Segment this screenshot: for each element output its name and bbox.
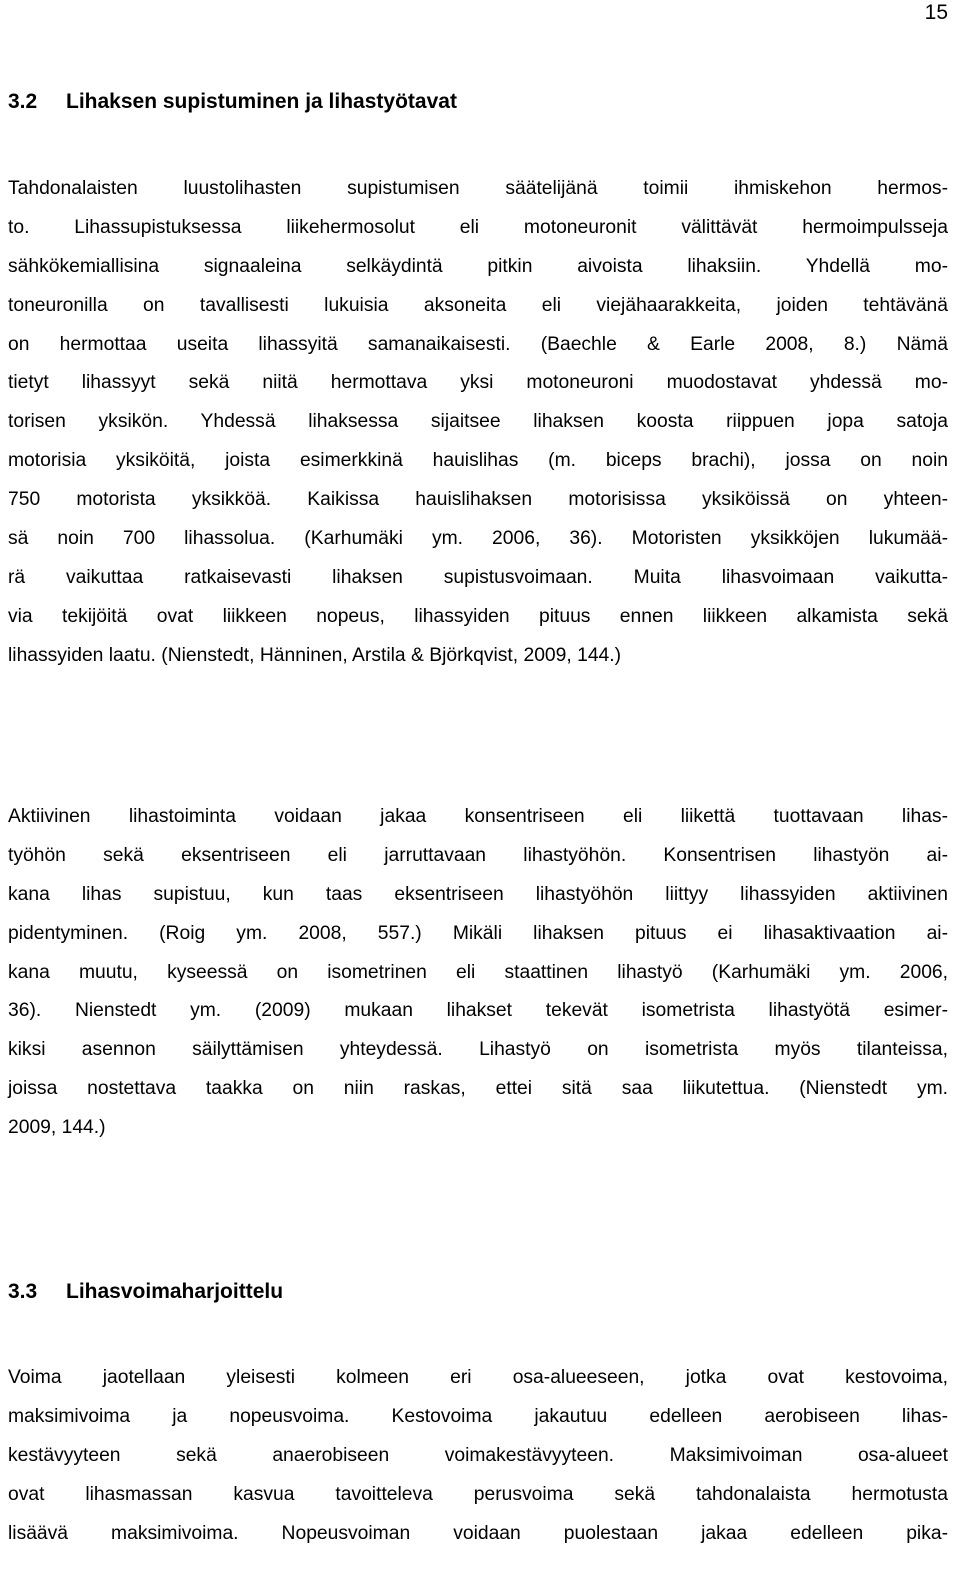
- text-line: kestävyyteen sekä anaerobiseen voimakestävyyteen. Maksimivoiman osa-alueet: [8, 1444, 948, 1466]
- paragraph: [8, 798, 948, 1148]
- section-title: Lihasvoimaharjoittelu: [66, 1280, 284, 1303]
- text-line: tietyt lihassyyt sekä niitä hermottava yksi motoneuroni muodostavat yhdessä mo-: [8, 372, 948, 394]
- text-line: Voima jaotellaan yleisesti kolmeen eri osa-alueeseen, jotka ovat kestovoima,: [8, 1367, 948, 1388]
- text-line: torisen yksikön. Yhdessä lihaksessa sijaitsee lihaksen koosta riippuen jopa satoja: [8, 411, 948, 433]
- text-line: via tekijöitä ovat liikkeen nopeus, lihassyiden pituus ennen liikkeen alkamista sekä: [8, 605, 948, 627]
- text-line: 36). Nienstedt ym. (2009) mukaan lihakset tekevät isometrista lihastyötä esimer-: [8, 1000, 948, 1022]
- text-line: ovat lihasmassan kasvua tavoitteleva perusvoima sekä tahdonalaista hermotusta: [8, 1483, 948, 1505]
- text-line: kiksi asennon säilyttämisen yhteydessä. Lihastyö on isometrista myös tilanteissa,: [8, 1039, 948, 1061]
- paragraph: [8, 170, 948, 676]
- text-line: toneuronilla on tavallisesti lukuisia aksoneita eli viejähaarakkeita, joiden tehtävänä: [8, 294, 948, 316]
- text-line: sähkökemiallisina signaaleina selkäydintä pitkin aivoista lihaksiin. Yhdellä mo-: [8, 255, 948, 277]
- section-heading-3-3: [8, 1279, 283, 1305]
- text-line: 2009, 144.): [8, 1117, 106, 1139]
- section-title: Lihaksen supistuminen ja lihastyötavat: [66, 90, 457, 113]
- text-line: sä noin 700 lihassolua. (Karhumäki ym. 2006, 36). Motoristen yksikköjen lukumää-: [8, 528, 948, 550]
- text-line: motorisia yksiköitä, joista esimerkkinä hauislihas (m. biceps brachi), jossa on noin: [8, 450, 948, 472]
- text-line: työhön sekä eksentriseen eli jarruttavaan lihastyöhön. Konsentrisen lihastyön ai-: [8, 844, 948, 866]
- text-line: rä vaikuttaa ratkaisevasti lihaksen supistusvoimaan. Muita lihasvoimaan vaikutta-: [8, 566, 948, 588]
- text-line: to. Lihassupistuksessa liikehermosolut eli motoneuronit välittävät hermoimpulsseja: [8, 216, 948, 238]
- text-line: lisäävä maksimivoima. Nopeusvoiman voidaan puolestaan jakaa edelleen pika-: [8, 1522, 948, 1544]
- text-line: Tahdonalaisten luustolihasten supistumisen säätelijänä toimii ihmiskehon hermos-: [8, 178, 948, 199]
- section-number: 3.3: [8, 1280, 38, 1303]
- section-number: 3.2: [8, 90, 38, 113]
- page-number: 15: [924, 1, 948, 24]
- paragraph: [8, 1359, 948, 1553]
- text-line: joissa nostettava taakka on niin raskas, ettei sitä saa liikutettua. (Nienstedt ym.: [8, 1078, 948, 1100]
- text-line: lihassyiden laatu. (Nienstedt, Hänninen, Arstila & Björkqvist, 2009, 144.): [8, 644, 622, 666]
- section-heading-3-2: [8, 89, 457, 115]
- text-line: maksimivoima ja nopeusvoima. Kestovoima jakautuu edelleen aerobiseen lihas-: [8, 1405, 948, 1427]
- text-line: on hermottaa useita lihassyitä samanaikaisesti. (Baechle & Earle 2008, 8.) Nämä: [8, 333, 948, 355]
- text-line: 750 motorista yksikköä. Kaikissa hauislihaksen motorisissa yksiköissä on yhteen-: [8, 489, 948, 511]
- text-line: kana lihas supistuu, kun taas eksentriseen lihastyöhön liittyy lihassyiden aktiivinen: [8, 883, 948, 905]
- text-line: Aktiivinen lihastoiminta voidaan jakaa konsentriseen eli liikettä tuottavaan lihas-: [8, 806, 948, 827]
- text-line: pidentyminen. (Roig ym. 2008, 557.) Mikäli lihaksen pituus ei lihasaktivaation ai-: [8, 922, 948, 944]
- text-line: kana muutu, kyseessä on isometrinen eli staattinen lihastyö (Karhumäki ym. 2006,: [8, 961, 948, 983]
